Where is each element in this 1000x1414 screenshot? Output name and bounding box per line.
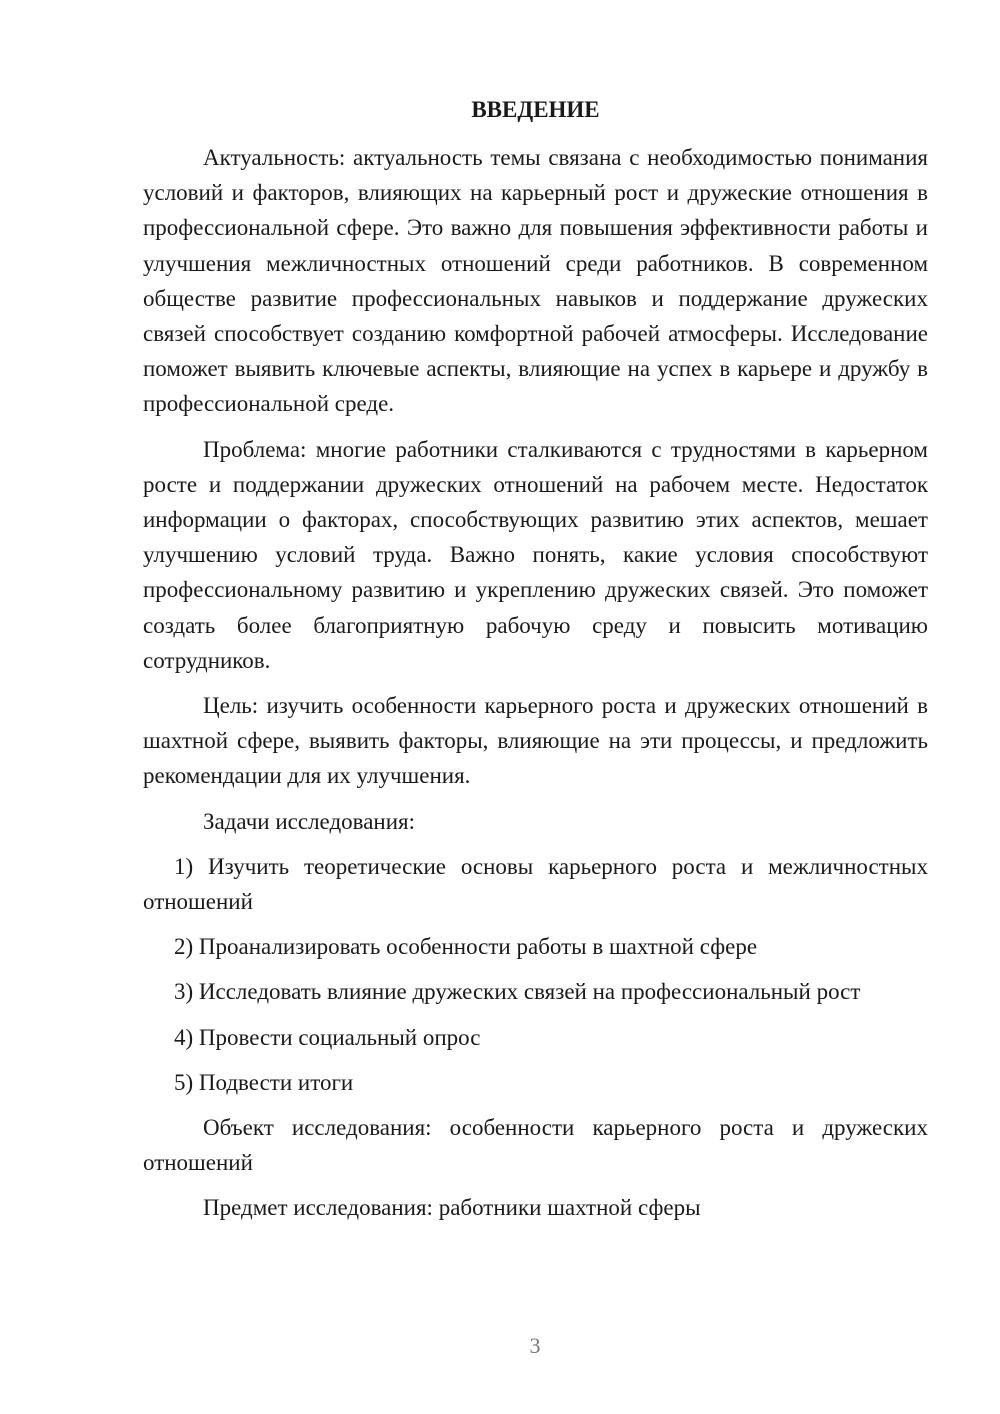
- task-item: 4) Провести социальный опрос: [174, 1024, 481, 1050]
- task-item: 5) Подвести итоги: [174, 1069, 354, 1095]
- task-item: 2) Проанализировать особенности работы в шахтной сфере: [174, 934, 758, 960]
- tasks-heading: Задачи исследования:: [203, 808, 416, 834]
- relevance-paragraph: Актуальность: актуальность темы связана с необходимостью понимания условий и факторов, влияющих на карьерный рост и дружеские отношения в профессиональной сфере. Это важно для повышения эффективности работы и улучшения межличностных отношений среди работников. В современном обществе развитие профессиональных навыков и поддержание дружеских связей способствует созданию комфортной рабочей атмосферы. Исследование поможет выявить ключевые аспекты, влияющие на успех в карьере и дружбу в профессиональной среде.: [143, 145, 928, 417]
- section-title: ВВЕДЕНИЕ: [471, 97, 600, 122]
- goal-paragraph: Цель: изучить особенности карьерного роста и дружеских отношений в шахтной сфере, выявить факторы, влияющие на эти процессы, и предложить рекомендации для их улучшения.: [143, 693, 928, 789]
- task-item: 3) Исследовать влияние дружеских связей на профессиональный рост: [174, 979, 861, 1005]
- research-subject-paragraph: Предмет исследования: работники шахтной сферы: [203, 1195, 701, 1221]
- problem-paragraph: Проблема: многие работники сталкиваются с трудностями в карьерном росте и поддержании дружеских отношений на рабочем месте. Недостаток информации о факторах, способствующих развитию этих аспектов, мешает улучшению условий труда. Важно понять, какие условия способствуют профессиональному развитию и укреплению дружеских связей. Это поможет создать более благоприятную рабочую среду и повысить мотивацию сотрудников.: [143, 436, 928, 673]
- document-page: [143, 92, 928, 1236]
- task-item: 1) Изучить теоретические основы карьерного роста и межличностных отношений: [143, 853, 928, 915]
- research-object-paragraph: Объект исследования: особенности карьерного роста и дружеских отношений: [143, 1115, 928, 1176]
- page-number: 3: [529, 1333, 541, 1358]
